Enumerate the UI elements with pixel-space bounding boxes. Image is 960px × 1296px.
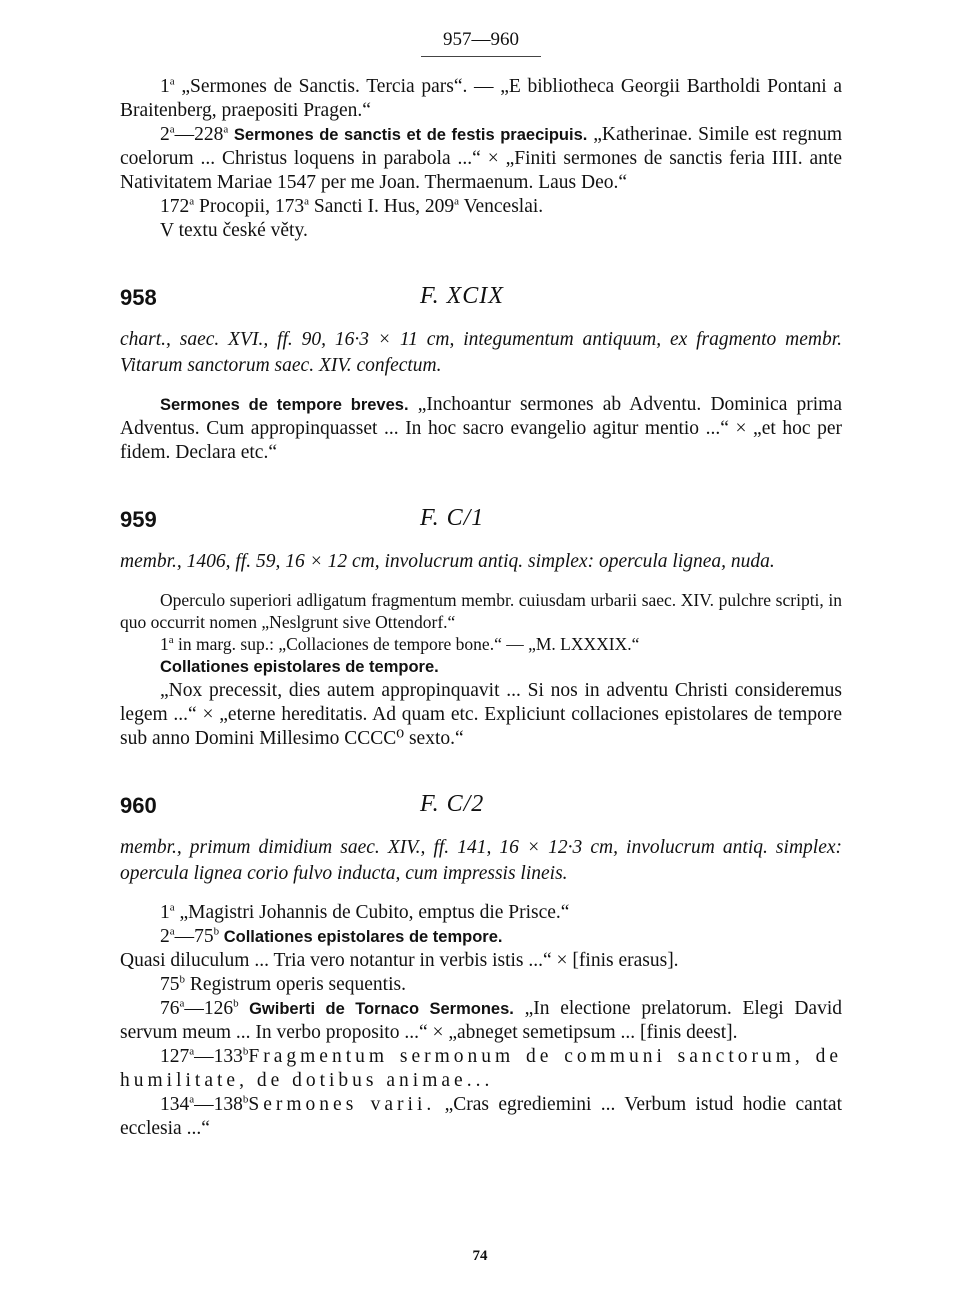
- entry-957: [120, 75, 842, 243]
- content-text: Sermones de tempore breves. „Inchoantur sermones ab Adventu. Dominica prima Adventus. Cum appropinquasset ... In hoc sacro evangelio agitur mentio ...“ × „et hoc per fidem. Declara etc.“: [120, 394, 842, 463]
- entry-960-item-4: 76$^a$—126$^b$ Gwiberti de Tornaco Sermones. „In electione prelatorum. Elegi David servum meum ... In verbo proposito ...“ × „abneget semetipsum ... [finis deest].: [120, 997, 842, 1043]
- shelfmark: F. C/2: [420, 791, 485, 817]
- entry-959-heading: [120, 505, 842, 537]
- shelfmark: F. C/1: [420, 505, 485, 531]
- shelfmark: F. XCIX: [420, 283, 504, 309]
- entry-960-item-1: 1$^a$ „Magistri Johannis de Cubito, emptus die Prisce.“: [160, 901, 570, 923]
- work-title: Collationes epistolares de tempore.: [160, 658, 439, 676]
- entry-957-item-3: 172$^a$ Procopii, 173$^a$ Sancti I. Hus, 209$^a$ Venceslai.: [160, 195, 544, 217]
- physical-description: membr., 1406, ff. 59, 16 × 12 cm, involucrum antiq. simplex: opercula lignea, nuda.: [120, 551, 775, 572]
- entry-957-item-2: 2$^a$—228$^a$ Sermones de sanctis et de festis praecipuis. „Katherinae. Simile est regnum coelorum ... Christus loquens in parabola ...“ × „Finiti sermones de sanctis feria IIII. ante Nativitatem Mariae 1547 per me Joan. Thermaenum. Laus Deo.“: [120, 123, 843, 193]
- page-number: 74: [472, 1248, 488, 1264]
- work-title-line: [120, 655, 842, 679]
- physical-description: membr., primum dimidium saec. XIV., ff. 141, 16 × 12·3 cm, involucrum antiq. simplex: opercula lignea corio fulvo inducta, cum impressis lineis.: [120, 837, 842, 884]
- entry-957-title: Sermones de sanctis et de festis praecipuis.: [228, 126, 588, 144]
- entry-number: 959: [120, 507, 157, 532]
- entry-958-heading: [120, 283, 842, 315]
- entry-number: 958: [120, 285, 157, 310]
- entry-960: [120, 791, 842, 1141]
- binding-note: Operculo superiori adligatum fragmentum membr. cuiusdam urbarii saec. XIV. pulchre scripti, in quo occurrit nomen „Neslgrunt sive Ottendorf.“: [120, 590, 842, 632]
- entry-960-item-6: 134$^a$—138$^b$Sermones varii. „Cras egrediemini ... Verbum istud hodie cantat ecclesia ...“: [120, 1093, 842, 1139]
- entry-number: 960: [120, 793, 157, 818]
- entry-957-note: V textu české věty.: [160, 220, 308, 241]
- entry-959: [120, 505, 842, 751]
- margin-note: 1$^a$ in marg. sup.: „Collaciones de tempore bone.“ — „M. LXXXIX.“: [160, 634, 640, 654]
- entry-960-item-3: 75$^b$ Registrum operis sequentis.: [160, 973, 406, 995]
- content-text: „Nox precessit, dies autem appropinquavit ... Si nos in adventu Christi consideremus legem ...“ × „eterne hereditatis. Ad quam etc. Expliciunt collaciones epistolares de tempore sub anno Domini Millesimo CCCC⁰ sexto.“: [120, 680, 842, 749]
- page-body: [120, 28, 842, 1141]
- entry-960-item-2-text: Quasi diluculum ... Tria vero notantur in verbis istis ...“ × [finis erasus].: [120, 950, 679, 971]
- physical-description: chart., saec. XVI., ff. 90, 16·3 × 11 cm, integumentum antiquum, ex fragmento membr. Vitarum sanctorum saec. XIV. confectum.: [120, 329, 842, 376]
- running-head: 957—960: [443, 29, 519, 50]
- entry-957-item-1: 1$^a$ „Sermones de Sanctis. Tercia pars“. — „E bibliotheca Georgii Bartholdi Pontani a Braitenberg, praepositi Pragen.“: [120, 75, 842, 121]
- head-rule: [421, 56, 541, 57]
- work-title: Gwiberti de Tornaco Sermones.: [238, 1000, 514, 1018]
- entry-958: [120, 283, 842, 465]
- entry-960-heading: [120, 791, 842, 823]
- entry-960-item-5: 127$^a$—133$^b$Fragmentum sermonum de communi sanctorum, de humilitate, de dotibus animae...: [120, 1045, 842, 1091]
- entry-960-item-2: 2$^a$—75$^b$ Collationes epistolares de tempore.: [160, 925, 503, 947]
- work-title: Collationes epistolares de tempore.: [219, 928, 503, 946]
- work-title: Sermones de tempore breves.: [160, 396, 409, 414]
